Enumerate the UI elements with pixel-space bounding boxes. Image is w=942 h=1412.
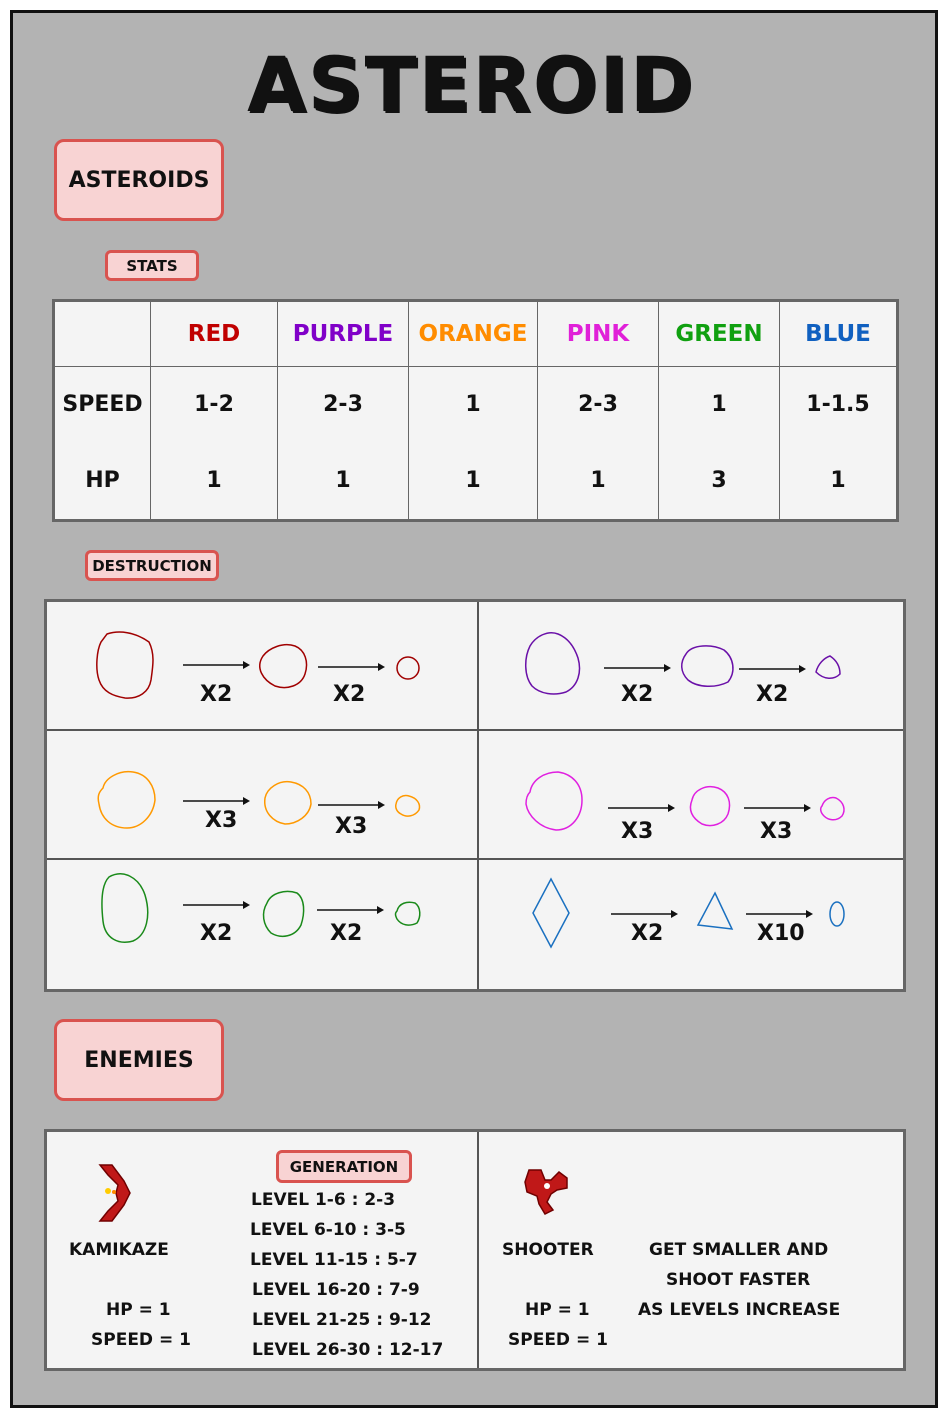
shooter-speed: SPEED = 1 — [508, 1330, 608, 1350]
hp-pink: 1 — [538, 441, 659, 521]
enemies-section-label: ENEMIES — [54, 1019, 224, 1101]
speed-orange: 1 — [409, 367, 538, 442]
shooter-note: AS LEVELS INCREASE — [638, 1300, 841, 1320]
column-header-red: RED — [151, 301, 278, 367]
multiplier-label: X10 — [757, 921, 805, 946]
generation-line: LEVEL 16-20 : 7-9 — [252, 1280, 420, 1300]
multiplier-label: X2 — [621, 682, 654, 707]
multiplier-label: X2 — [200, 921, 233, 946]
generation-line: LEVEL 6-10 : 3-5 — [250, 1220, 406, 1240]
column-header-orange: ORANGE — [409, 301, 538, 367]
column-header-blue: BLUE — [780, 301, 898, 367]
blob-asteroid-icon — [47, 730, 477, 858]
speed-green: 1 — [659, 367, 780, 442]
column-header-green: GREEN — [659, 301, 780, 367]
blob-asteroid-icon — [478, 602, 908, 729]
destruction-grid — [44, 599, 906, 992]
generation-line: LEVEL 21-25 : 9-12 — [252, 1310, 432, 1330]
blob-asteroid-icon — [47, 602, 477, 729]
diamond-triangle-oval-icon — [478, 859, 908, 989]
hp-purple: 1 — [278, 441, 409, 521]
multiplier-label: X3 — [205, 808, 238, 833]
shooter-hp: HP = 1 — [525, 1300, 590, 1320]
speed-blue: 1-1.5 — [780, 367, 898, 442]
column-header-purple: PURPLE — [278, 301, 409, 367]
multiplier-label: X2 — [631, 921, 664, 946]
shooter-ship-icon — [521, 1164, 573, 1216]
multiplier-label: X3 — [621, 819, 654, 844]
enemies-panel — [44, 1129, 906, 1371]
pink-destruction-cell — [478, 730, 908, 858]
multiplier-label: X2 — [200, 682, 233, 707]
hp-blue: 1 — [780, 441, 898, 521]
multiplier-label: X2 — [330, 921, 363, 946]
stats-header-row — [54, 301, 898, 367]
orange-destruction-cell — [47, 730, 477, 858]
corner-cell — [54, 301, 151, 367]
hp-green: 3 — [659, 441, 780, 521]
speed-pink: 2-3 — [538, 367, 659, 442]
multiplier-label: X2 — [333, 682, 366, 707]
generation-line: LEVEL 1-6 : 2-3 — [251, 1190, 396, 1210]
column-header-pink: PINK — [538, 301, 659, 367]
speed-red: 1-2 — [151, 367, 278, 442]
red-destruction-cell — [47, 602, 477, 729]
kamikaze-hp: HP = 1 — [106, 1300, 171, 1320]
hp-red: 1 — [151, 441, 278, 521]
kamikaze-speed: SPEED = 1 — [91, 1330, 191, 1350]
blob-asteroid-icon — [478, 730, 908, 858]
kamikaze-name: KAMIKAZE — [69, 1240, 169, 1260]
shooter-note: SHOOT FASTER — [666, 1270, 811, 1290]
multiplier-label: X3 — [760, 819, 793, 844]
speed-purple: 2-3 — [278, 367, 409, 442]
multiplier-label: X2 — [756, 682, 789, 707]
destruction-label: DESTRUCTION — [85, 550, 219, 581]
kamikaze-ship-icon — [94, 1161, 134, 1225]
generation-line: LEVEL 26-30 : 12-17 — [252, 1340, 444, 1360]
asteroids-section-label: ASTEROIDS — [54, 139, 224, 221]
generation-label: GENERATION — [276, 1150, 412, 1183]
generation-line: LEVEL 11-15 : 5-7 — [250, 1250, 418, 1270]
purple-destruction-cell — [478, 602, 908, 729]
hp-orange: 1 — [409, 441, 538, 521]
green-destruction-cell — [47, 859, 477, 989]
page-title: ASTEROID — [247, 40, 695, 129]
stats-label: STATS — [105, 250, 199, 281]
blob-asteroid-icon — [47, 859, 477, 989]
shooter-name: SHOOTER — [502, 1240, 594, 1260]
speed-row-label: SPEED — [54, 367, 151, 442]
hp-row-label: HP — [54, 441, 151, 521]
blue-destruction-cell — [478, 859, 908, 989]
asteroid-stats-table — [52, 299, 899, 522]
speed-row — [54, 367, 898, 442]
multiplier-label: X3 — [335, 814, 368, 839]
hp-row — [54, 441, 898, 521]
panel-divider — [477, 1132, 479, 1368]
shooter-note: GET SMALLER AND — [649, 1240, 829, 1260]
